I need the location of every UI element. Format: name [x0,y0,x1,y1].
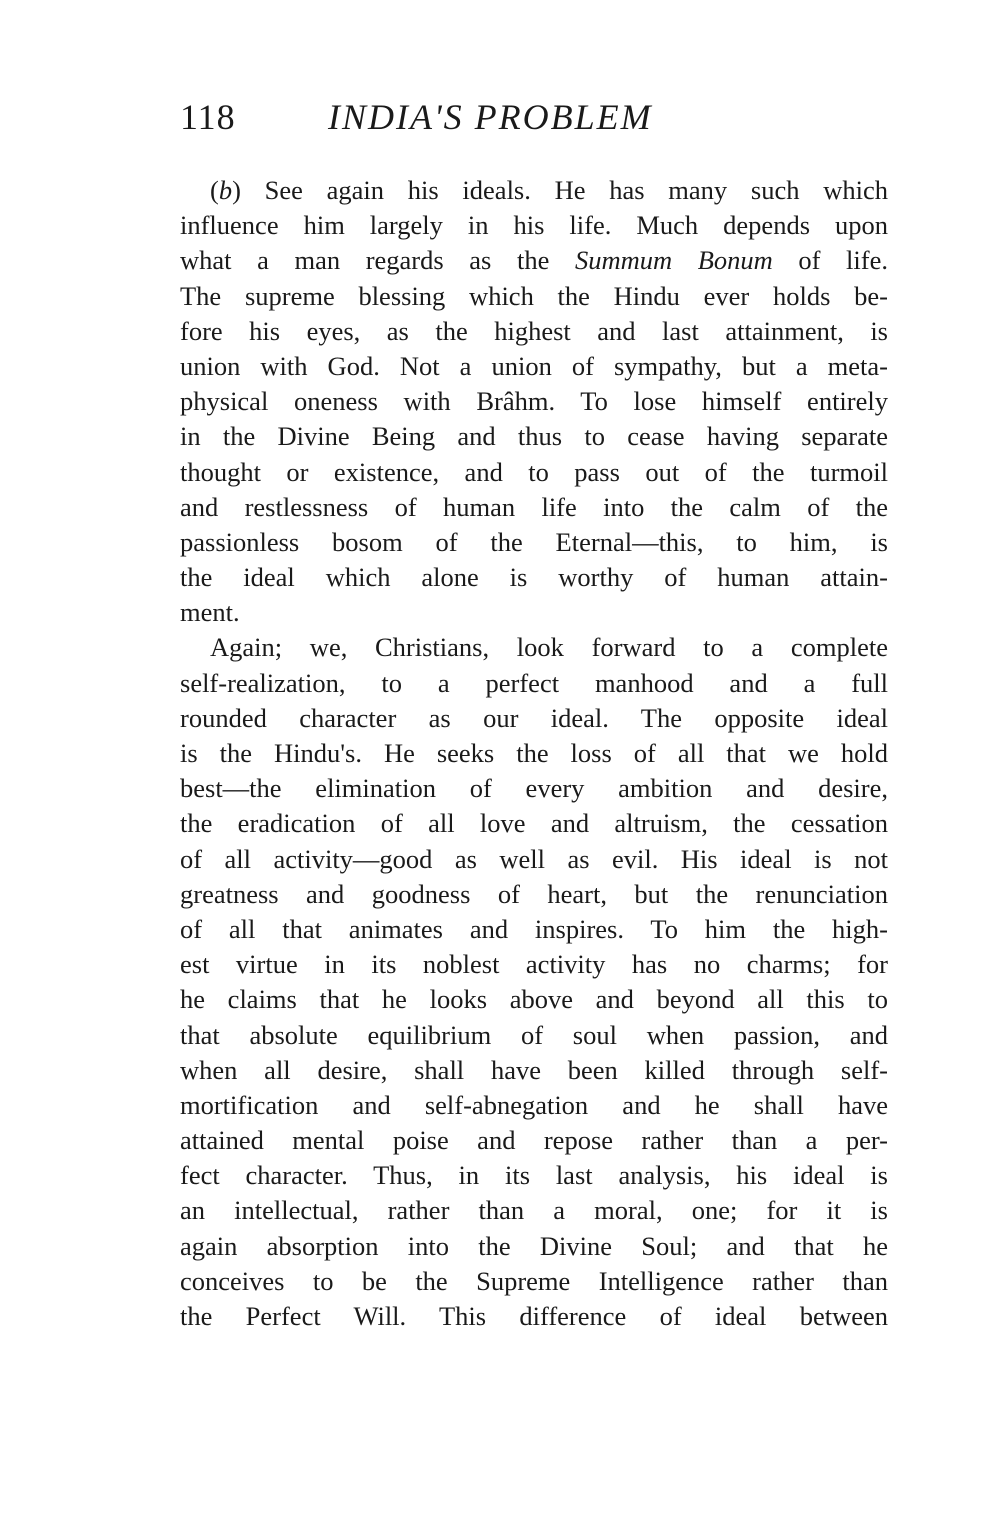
page-header [180,92,740,142]
text-line: best—the elimination of every ambition and desire, [180,773,888,804]
text-line: physical oneness with Brâhm. To lose himself entirely [180,386,888,417]
text-line: rounded character as our ideal. The opposite ideal [180,702,888,733]
body-text [180,173,888,1334]
text-line: conceives to be the Supreme Intelligence rather than [180,1265,888,1296]
text-line: the eradication of all love and altruism, the cessation [180,808,888,839]
text-line: that absolute equilibrium of soul when passion, and [180,1019,888,1050]
text-line: thought or existence, and to pass out of the turmoil [180,456,888,487]
text-line: passionless bosom of the Eternal—this, to him, is [180,526,888,557]
text-line: when all desire, shall have been killed through self- [180,1054,888,1085]
text-line: The supreme blessing which the Hindu ever holds be- [180,280,888,311]
text-line: again absorption into the Divine Soul; and that he [180,1230,888,1261]
item-label: b [218,175,233,205]
text-line: Again; we, Christians, look forward to a complete [210,632,888,663]
text-line: of all activity—good as well as evil. His ideal is not [180,843,888,874]
text-line: est virtue in its noblest activity has no charms; for [180,949,888,980]
text-line: union with God. Not a union of sympathy, but a meta- [180,350,888,381]
text-line: he claims that he looks above and beyond all this to [180,984,888,1015]
text-line: fect character. Thus, in its last analysis, his ideal is [180,1160,888,1191]
text-line: of all that animates and inspires. To him the high- [180,913,888,944]
text-line: the Perfect Will. This difference of ideal between [180,1301,888,1331]
text-line: what a man regards as the Summum Bonum of life. [180,245,888,276]
text-line: the ideal which alone is worthy of human attain- [180,562,888,593]
text-line: self-realization, to a perfect manhood and a full [180,667,888,698]
text-line: and restlessness of human life into the calm of the [180,491,888,522]
text-line: (b) See again his ideals. He has many such which [210,175,888,205]
text-line: is the Hindu's. He seeks the loss of all that we hold [180,738,888,768]
page-number: 118 [180,97,236,137]
running-title: INDIA'S PROBLEM [328,97,653,137]
text-line: attained mental poise and repose rather than a per- [180,1125,888,1156]
latin-phrase: Summum Bonum [574,245,773,276]
text-line: greatness and goodness of heart, but the renunciation [180,878,888,909]
paragraph [180,173,888,630]
text-line: ment. [180,597,240,628]
text-line: in the Divine Being and thus to cease having separate [180,421,888,452]
paragraph [180,630,888,1334]
text-line: mortification and self-abnegation and he shall have [180,1089,888,1120]
text-line: influence him largely in his life. Much depends upon [180,210,888,241]
text-line: an intellectual, rather than a moral, one; for it is [180,1195,888,1226]
text-line: fore his eyes, as the highest and last attainment, is [180,315,888,346]
